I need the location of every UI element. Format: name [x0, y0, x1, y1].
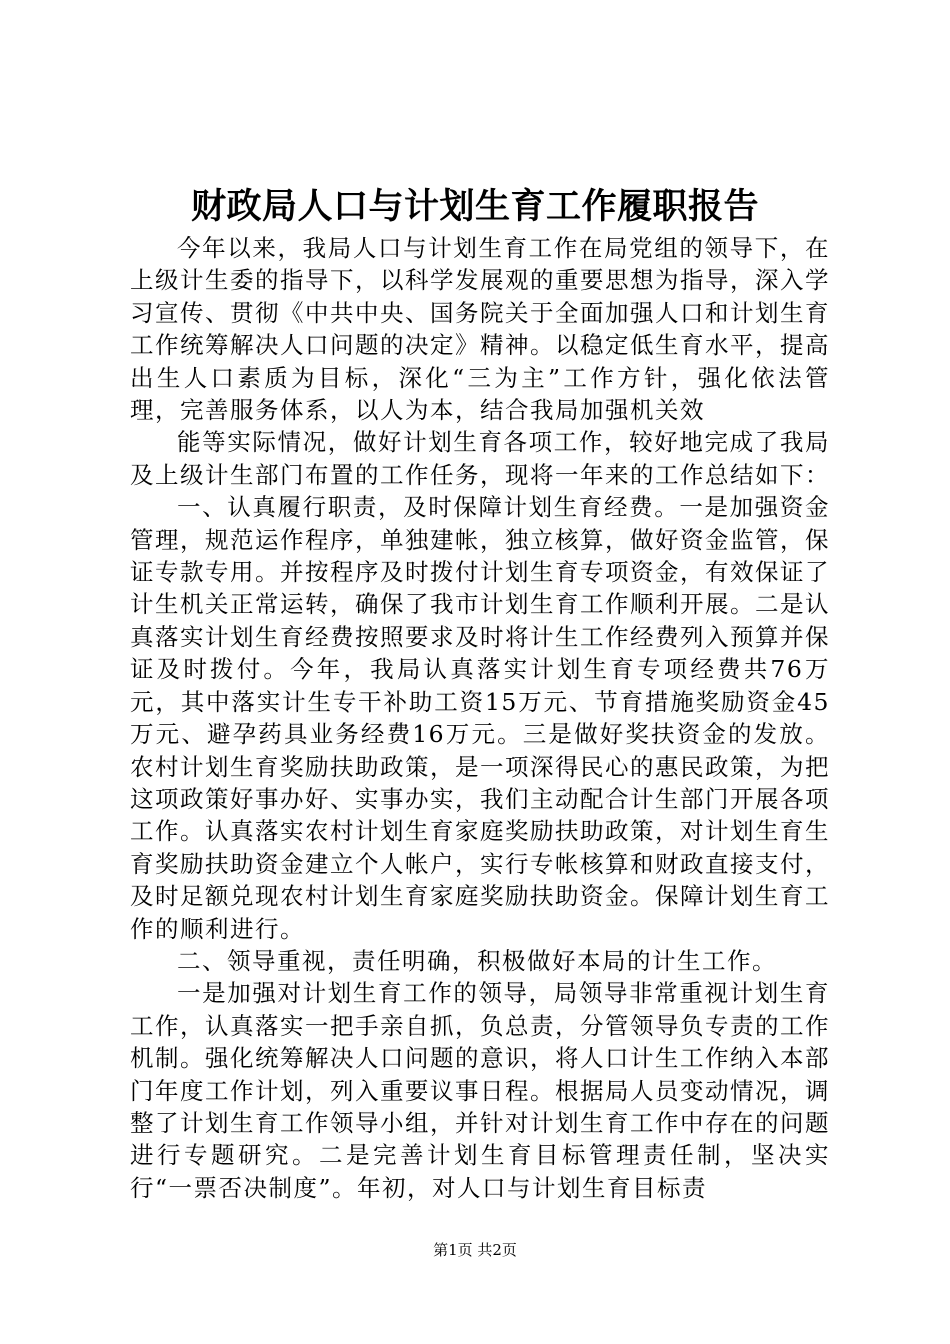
paragraph-section-two-heading: 二、领导重视，责任明确，积极做好本局的计生工作。 [177, 946, 777, 975]
paragraph-section-one: 一、认真履行职责，及时保障计划生育经费。一是加强资金管理，规范运作程序，单独建帐，独立核算，做好资金监管，保证专款专用。并按程序及时拨付计划生育专项资金，有效保证了计生机关正常运转，确保了我市计划生育工作顺利开展。二是认真落实计划生育经费按照要求及时将计生工作经费列入预算并保证及时拨付。今年，我局认真落实计划生育专项经费共76万元，其中落实计生专干补助工资15万元、节育措施奖励资金45万元、避孕药具业务经费16万元。三是做好奖扶资金的发放。农村计划生育奖励扶助政策，是一项深得民心的惠民政策，为把这项政策好事办好、实事办实，我们主动配合计生部门开展各项工作。认真落实农村计划生育家庭奖励扶助政策，对计划生育生育奖励扶助资金建立个人帐户，实行专帐核算和财政直接支付，及时足额兑现农村计划生育家庭奖励扶助资金。保障计划生育工作的顺利进行。 [130, 493, 830, 943]
paragraph-intro-continued: 能等实际情况，做好计划生育各项工作，较好地完成了我局及上级计生部门布置的工作任务，现将一年来的工作总结如下： [130, 428, 830, 489]
document-body [130, 232, 830, 1204]
document-title: 财政局人口与计划生育工作履职报告 [190, 186, 759, 227]
page-number-footer: 第1页 共2页 [433, 1241, 517, 1259]
paragraph-intro: 今年以来，我局人口与计划生育工作在局党组的领导下，在上级计生委的指导下，以科学发展观的重要思想为指导，深入学习宣传、贯彻《中共中央、国务院关于全面加强人口和计划生育工作统筹解决人口问题的决定》精神。以稳定低生育水平，提高出生人口素质为目标，深化“三为主”工作方针，强化依法管理，完善服务体系，以人为本，结合我局加强机关效 [130, 234, 830, 425]
paragraph-section-two-body: 一是加强对计划生育工作的领导，局领导非常重视计划生育工作，认真落实一把手亲自抓，负总责，分管领导负专责的工作机制。强化统筹解决人口问题的意识，将人口计生工作纳入本部门年度工作计划，列入重要议事日程。根据局人员变动情况，调整了计划生育工作领导小组，并针对计划生育工作中存在的问题进行专题研究。二是完善计划生育目标管理责任制，坚决实行“一票否决制度”。年初，对人口与计划生育目标责 [130, 979, 830, 1202]
